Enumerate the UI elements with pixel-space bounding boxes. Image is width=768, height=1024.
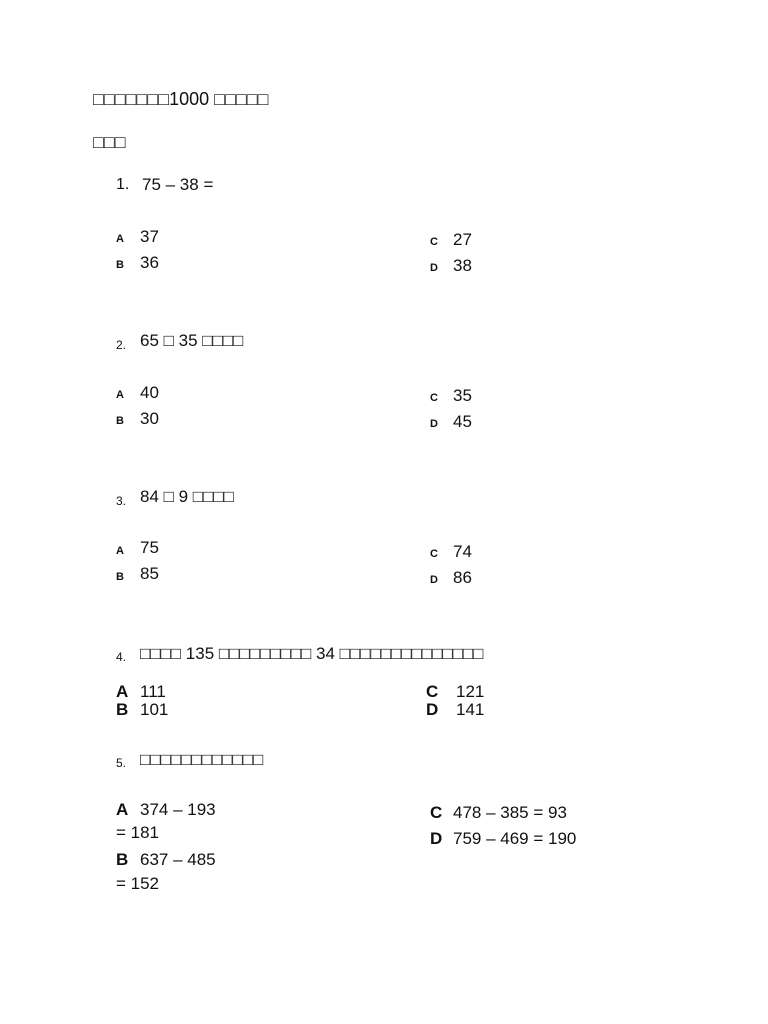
option-text: 111 <box>140 682 166 701</box>
option-text: 45 <box>453 412 472 431</box>
option-text: 35 <box>453 386 472 405</box>
option-text: 40 <box>140 383 159 402</box>
option-text: 374 – 193 <box>140 800 216 819</box>
question-number: 1. <box>116 176 130 193</box>
option-text: 74 <box>453 542 472 561</box>
question-text: 84 □ 9 □□□□ <box>140 487 234 506</box>
option-text: 37 <box>140 227 159 246</box>
option-text: 759 – 469 = 190 <box>453 829 577 848</box>
option-letter: D <box>430 418 438 430</box>
option-text: 86 <box>453 568 472 587</box>
option-text: 38 <box>453 256 472 275</box>
question-text: 75 – 38 = <box>142 175 214 194</box>
option-letter: A <box>116 682 129 701</box>
option-text: 85 <box>140 564 159 583</box>
option-letter: C <box>426 682 439 701</box>
question-number: 5. <box>116 756 127 770</box>
option-text: 478 – 385 = 93 <box>453 803 567 822</box>
question-number: 2. <box>116 338 127 352</box>
option-text: 27 <box>453 230 472 249</box>
question-text: 65 □ 35 □□□□ <box>140 331 244 350</box>
option-letter: C <box>430 548 438 560</box>
option-text: 36 <box>140 253 159 272</box>
option-text-continued: = 152 <box>116 874 160 893</box>
option-text: 637 – 485 <box>140 850 216 869</box>
question-text: □□□□ 135 □□□□□□□□□ 34 □□□□□□□□□□□□□□ <box>140 644 484 663</box>
option-letter: B <box>116 700 129 719</box>
option-letter: D <box>430 574 438 586</box>
question-text: □□□□□□□□□□□□ <box>140 750 264 769</box>
option-text: 121 <box>456 682 485 701</box>
option-letter: D <box>430 829 443 848</box>
question-number: 3. <box>116 494 127 508</box>
option-letter: B <box>116 415 124 427</box>
option-letter: B <box>116 850 129 869</box>
option-letter: A <box>116 545 124 557</box>
option-letter: B <box>116 259 124 271</box>
option-letter: C <box>430 392 438 404</box>
option-letter: D <box>430 262 438 274</box>
option-letter: D <box>426 700 439 719</box>
section-label: □□□ <box>93 132 126 152</box>
option-letter: A <box>116 233 124 245</box>
option-text-continued: = 181 <box>116 823 160 842</box>
option-letter: C <box>430 803 443 822</box>
worksheet-title: □□□□□□□1000 □□□□□ <box>93 89 269 109</box>
option-letter: A <box>116 800 129 819</box>
option-text: 101 <box>140 700 169 719</box>
option-text: 75 <box>140 538 159 557</box>
option-letter: C <box>430 236 438 248</box>
option-letter: A <box>116 389 124 401</box>
option-letter: B <box>116 571 124 583</box>
option-text: 30 <box>140 409 159 428</box>
question-number: 4. <box>116 650 127 664</box>
option-text: 141 <box>456 700 485 719</box>
